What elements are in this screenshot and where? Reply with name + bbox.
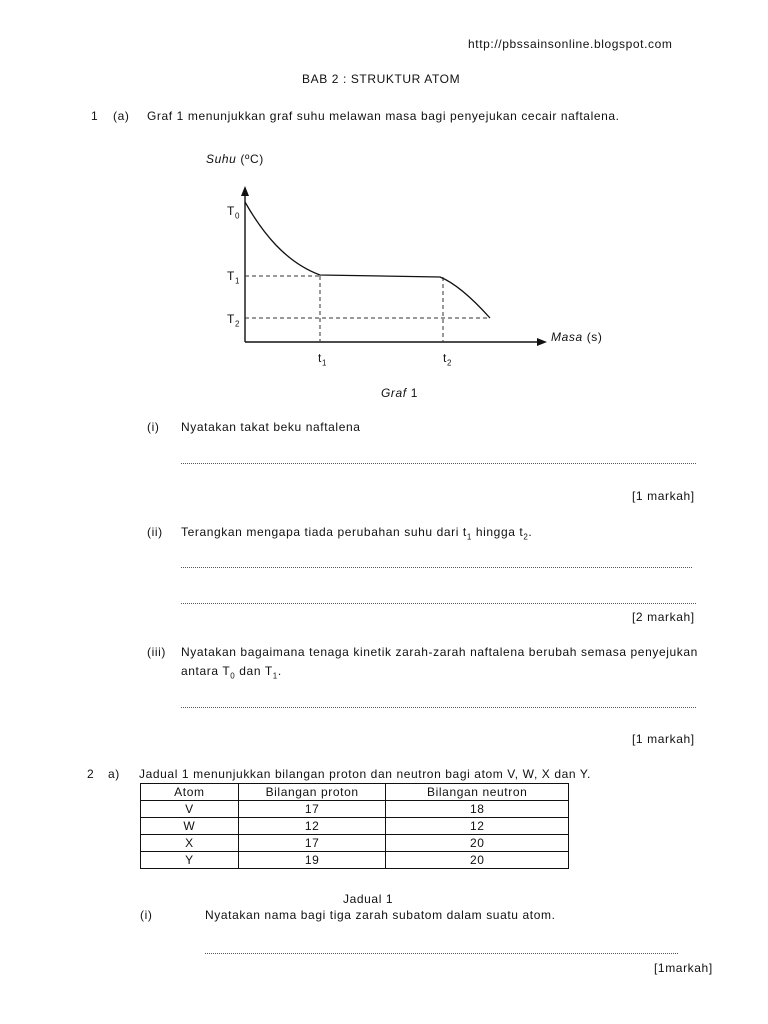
table-row — [141, 801, 569, 818]
q1-iii-text-line-2: antara $T_0$ dan $T_1$. — [181, 664, 282, 681]
graph-1 — [0, 0, 768, 400]
table-cell: 18 — [386, 801, 569, 818]
y-tick-T1: $T_1$ — [227, 269, 240, 286]
table-cell: V — [141, 801, 239, 818]
table-cell: X — [141, 835, 239, 852]
q1-iii-label: (iii) — [147, 645, 166, 659]
question-1-intro: Graf 1 menunjukkan graf suhu melawan masa bagi penyejukan cecair naftalena. — [147, 109, 620, 123]
table-header-cell: Bilangan proton — [238, 784, 386, 801]
question-2-intro: Jadual 1 menunjukkan bilangan proton dan neutron bagi atom V, W, X dan Y. — [139, 767, 591, 781]
q1-i-answer-line[interactable] — [181, 463, 696, 464]
q1-i-text: Nyatakan takat beku naftalena — [181, 420, 361, 434]
q2-i-text: Nyatakan nama bagi tiga zarah subatom dalam suatu atom. — [205, 908, 556, 922]
table-header-cell: Atom — [141, 784, 239, 801]
q2-i-answer-line[interactable] — [205, 953, 678, 954]
question-1-number: 1 — [91, 109, 99, 123]
table-row — [141, 835, 569, 852]
q1-i-label: (i) — [147, 420, 160, 434]
table-cell: 12 — [238, 818, 386, 835]
x-tick-t1: $t_1$ — [318, 351, 327, 368]
question-2-number: 2 — [87, 767, 95, 781]
q2-i-marks: [1markah] — [654, 961, 713, 975]
q1-ii-label: (ii) — [147, 525, 163, 539]
q1-ii-answer-line-2[interactable] — [181, 603, 696, 604]
table-cell: Y — [141, 852, 239, 869]
question-1-part: (a) — [113, 109, 130, 123]
table-cell: 19 — [238, 852, 386, 869]
q1-i-marks: [1 markah] — [632, 489, 695, 503]
table-row — [141, 818, 569, 835]
chapter-title: BAB 2 : STRUKTUR ATOM — [302, 72, 461, 86]
q1-ii-text: Terangkan mengapa tiada perubahan suhu dari $t_1$ hingga $t_2$. — [181, 525, 533, 542]
q1-iii-text-line-1: Nyatakan bagaimana tenaga kinetik zarah-zarah naftalena berubah semasa penyejukan — [181, 645, 698, 659]
question-2-part: a) — [108, 767, 120, 781]
table-row — [141, 852, 569, 869]
y-tick-T2: $T_2$ — [227, 312, 240, 329]
y-axis-label: Suhu (ºC) — [206, 152, 264, 166]
cooling-curve — [245, 202, 490, 318]
y-axis-arrow — [241, 186, 249, 196]
x-tick-t2: $t_2$ — [443, 351, 452, 368]
q1-ii-answer-line-1[interactable] — [181, 567, 692, 568]
graph-caption: Graf 1 — [381, 386, 418, 400]
y-tick-T0: $T_0$ — [227, 204, 240, 221]
q2-i-label: (i) — [140, 908, 153, 922]
table-cell: 17 — [238, 801, 386, 818]
table-header-cell: Bilangan neutron — [386, 784, 569, 801]
table-cell: 20 — [386, 835, 569, 852]
table-header-row — [141, 784, 569, 801]
table-cell: 12 — [386, 818, 569, 835]
q1-ii-marks: [2 markah] — [632, 610, 695, 624]
table-cell: 20 — [386, 852, 569, 869]
table-cell: 17 — [238, 835, 386, 852]
x-axis-label: Masa (s) — [551, 330, 603, 344]
x-axis-arrow — [537, 338, 547, 346]
q1-iii-answer-line[interactable] — [181, 707, 696, 708]
table-caption: Jadual 1 — [343, 892, 394, 906]
table-1 — [140, 783, 569, 869]
q1-iii-marks: [1 markah] — [632, 732, 695, 746]
source-url: http://pbssainsonline.blogspot.com — [468, 37, 673, 51]
table-cell: W — [141, 818, 239, 835]
